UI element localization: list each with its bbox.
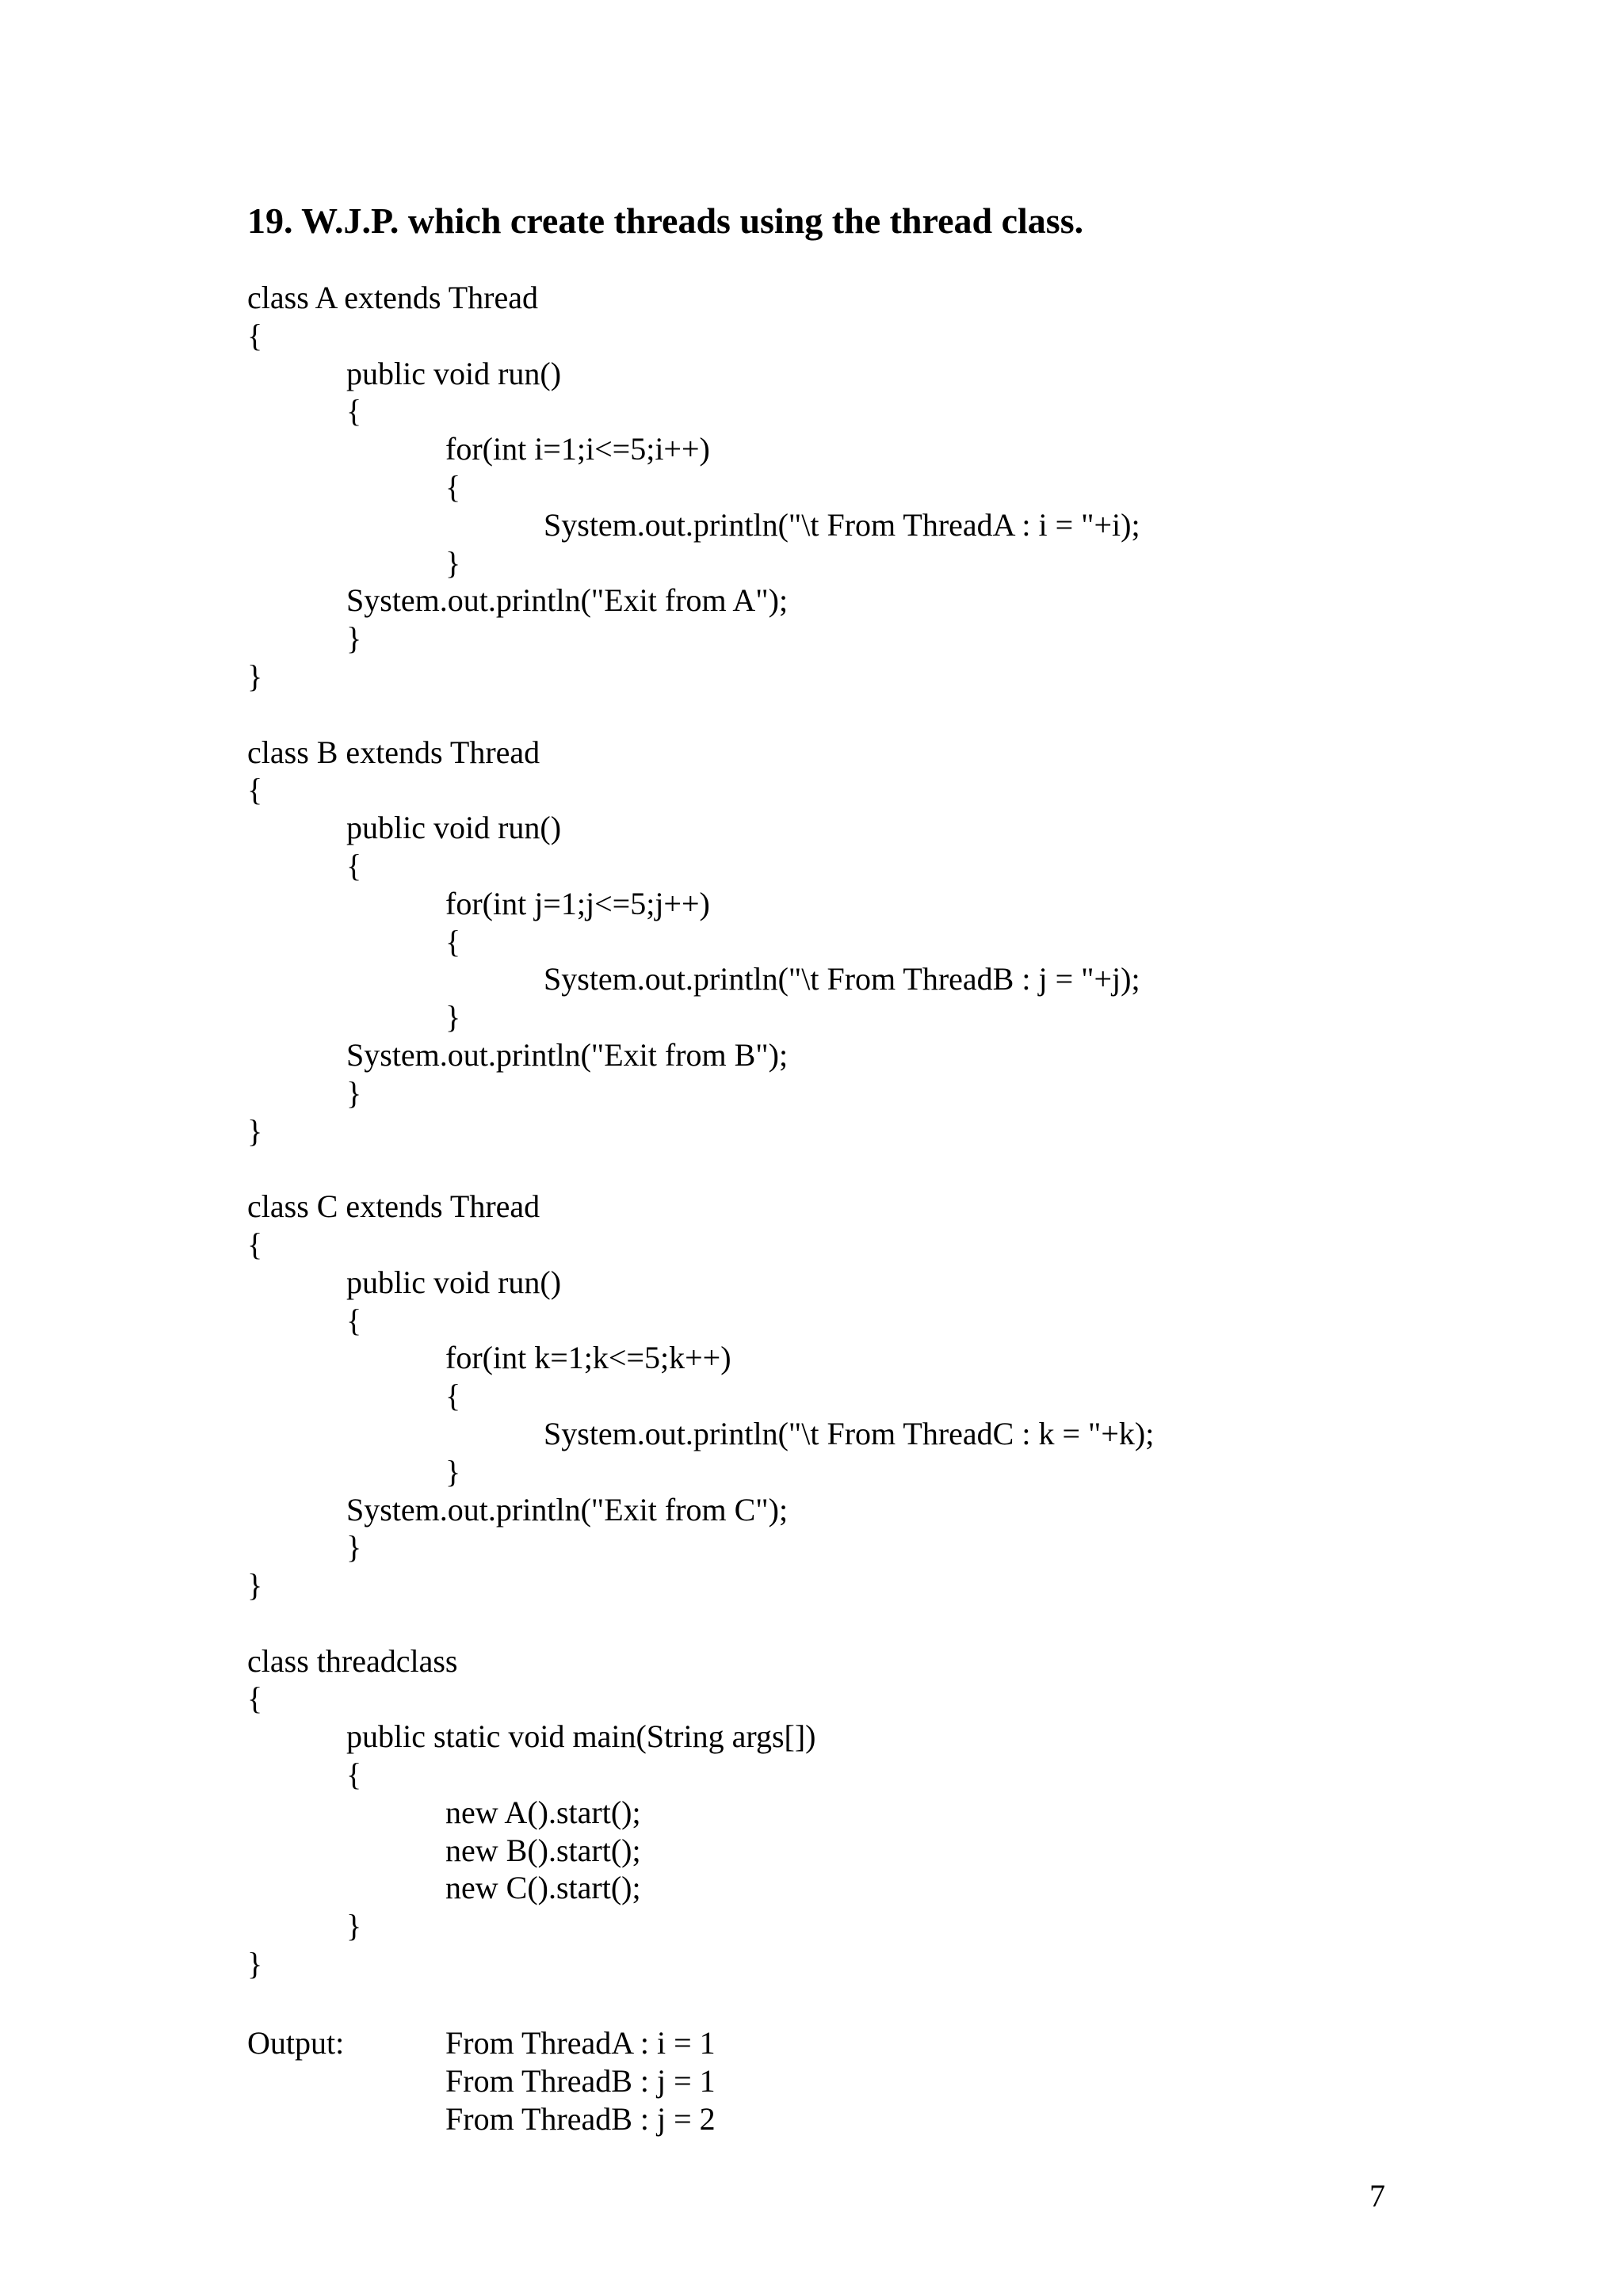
code-line-brace: { xyxy=(247,772,263,808)
code-line-method-decl: public void run() xyxy=(346,355,562,391)
code-line-brace: { xyxy=(247,1226,263,1262)
code-line-brace: } xyxy=(346,1908,362,1944)
code-line-brace: { xyxy=(445,1378,461,1414)
code-line-start-a: new A().start(); xyxy=(445,1794,641,1830)
code-line-method-decl: public void run() xyxy=(346,1264,562,1300)
code-line-brace: { xyxy=(346,1302,362,1338)
code-line-brace: } xyxy=(247,1946,263,1982)
code-line-brace: { xyxy=(247,317,263,353)
code-line-method-decl: public void run() xyxy=(346,810,562,846)
code-line-brace: } xyxy=(247,1567,263,1604)
code-line-println: System.out.println("\t From ThreadB : j = "+j); xyxy=(544,961,1140,997)
code-line-brace: { xyxy=(346,1756,362,1793)
code-line-exit-println: System.out.println("Exit from B"); xyxy=(346,1036,789,1073)
code-line-class-b-decl: class B extends Thread xyxy=(247,734,540,770)
code-line-brace: } xyxy=(247,1112,263,1149)
code-line-println: System.out.println("\t From ThreadA : i = "+i); xyxy=(544,506,1140,543)
output-line: From ThreadA : i = 1 xyxy=(445,2025,716,2061)
code-line-brace: } xyxy=(445,1453,461,1489)
code-line-for-loop: for(int i=1;i<=5;i++) xyxy=(445,431,710,467)
code-blank-line xyxy=(247,1150,1154,1188)
code-line-for-loop: for(int k=1;k<=5;k++) xyxy=(445,1340,731,1376)
code-line-main-class-decl: class threadclass xyxy=(247,1642,458,1679)
output-line: From ThreadB : j = 1 xyxy=(445,2062,716,2099)
output-label: Output: xyxy=(247,2025,345,2061)
code-line-brace: } xyxy=(445,544,461,581)
code-line-brace: { xyxy=(445,923,461,959)
code-blank-line xyxy=(247,1604,1154,1642)
code-line-brace: } xyxy=(346,1074,362,1111)
section-heading: 19. W.J.P. which create threads using the thread class. xyxy=(247,200,1084,241)
code-line-exit-println: System.out.println("Exit from A"); xyxy=(346,582,789,619)
code-line-class-a-decl: class A extends Thread xyxy=(247,280,538,315)
code-line-start-c: new C().start(); xyxy=(445,1870,641,1906)
code-line-brace: { xyxy=(445,468,461,505)
output-line: From ThreadB : j = 2 xyxy=(445,2100,716,2137)
code-line-brace: { xyxy=(247,1680,263,1717)
code-line-brace: } xyxy=(247,658,263,694)
code-line-start-b: new B().start(); xyxy=(445,1832,641,1868)
code-line-for-loop: for(int j=1;j<=5;j++) xyxy=(445,885,710,921)
code-line-main-method-decl: public static void main(String args[]) xyxy=(346,1718,816,1755)
code-line-brace: } xyxy=(346,620,362,657)
code-line-exit-println: System.out.println("Exit from C"); xyxy=(346,1491,789,1527)
output-lines xyxy=(445,2024,716,2138)
code-blank-line xyxy=(247,696,1154,734)
page-number: 7 xyxy=(1369,2178,1385,2214)
code-line-class-c-decl: class C extends Thread xyxy=(247,1188,540,1225)
code-line-brace: { xyxy=(346,847,362,883)
code-line-brace: { xyxy=(346,393,362,429)
code-listing xyxy=(247,279,1154,1983)
code-line-println: System.out.println("\t From ThreadC : k = "+k); xyxy=(544,1415,1155,1451)
code-line-brace: } xyxy=(445,999,461,1035)
code-line-brace: } xyxy=(346,1529,362,1566)
